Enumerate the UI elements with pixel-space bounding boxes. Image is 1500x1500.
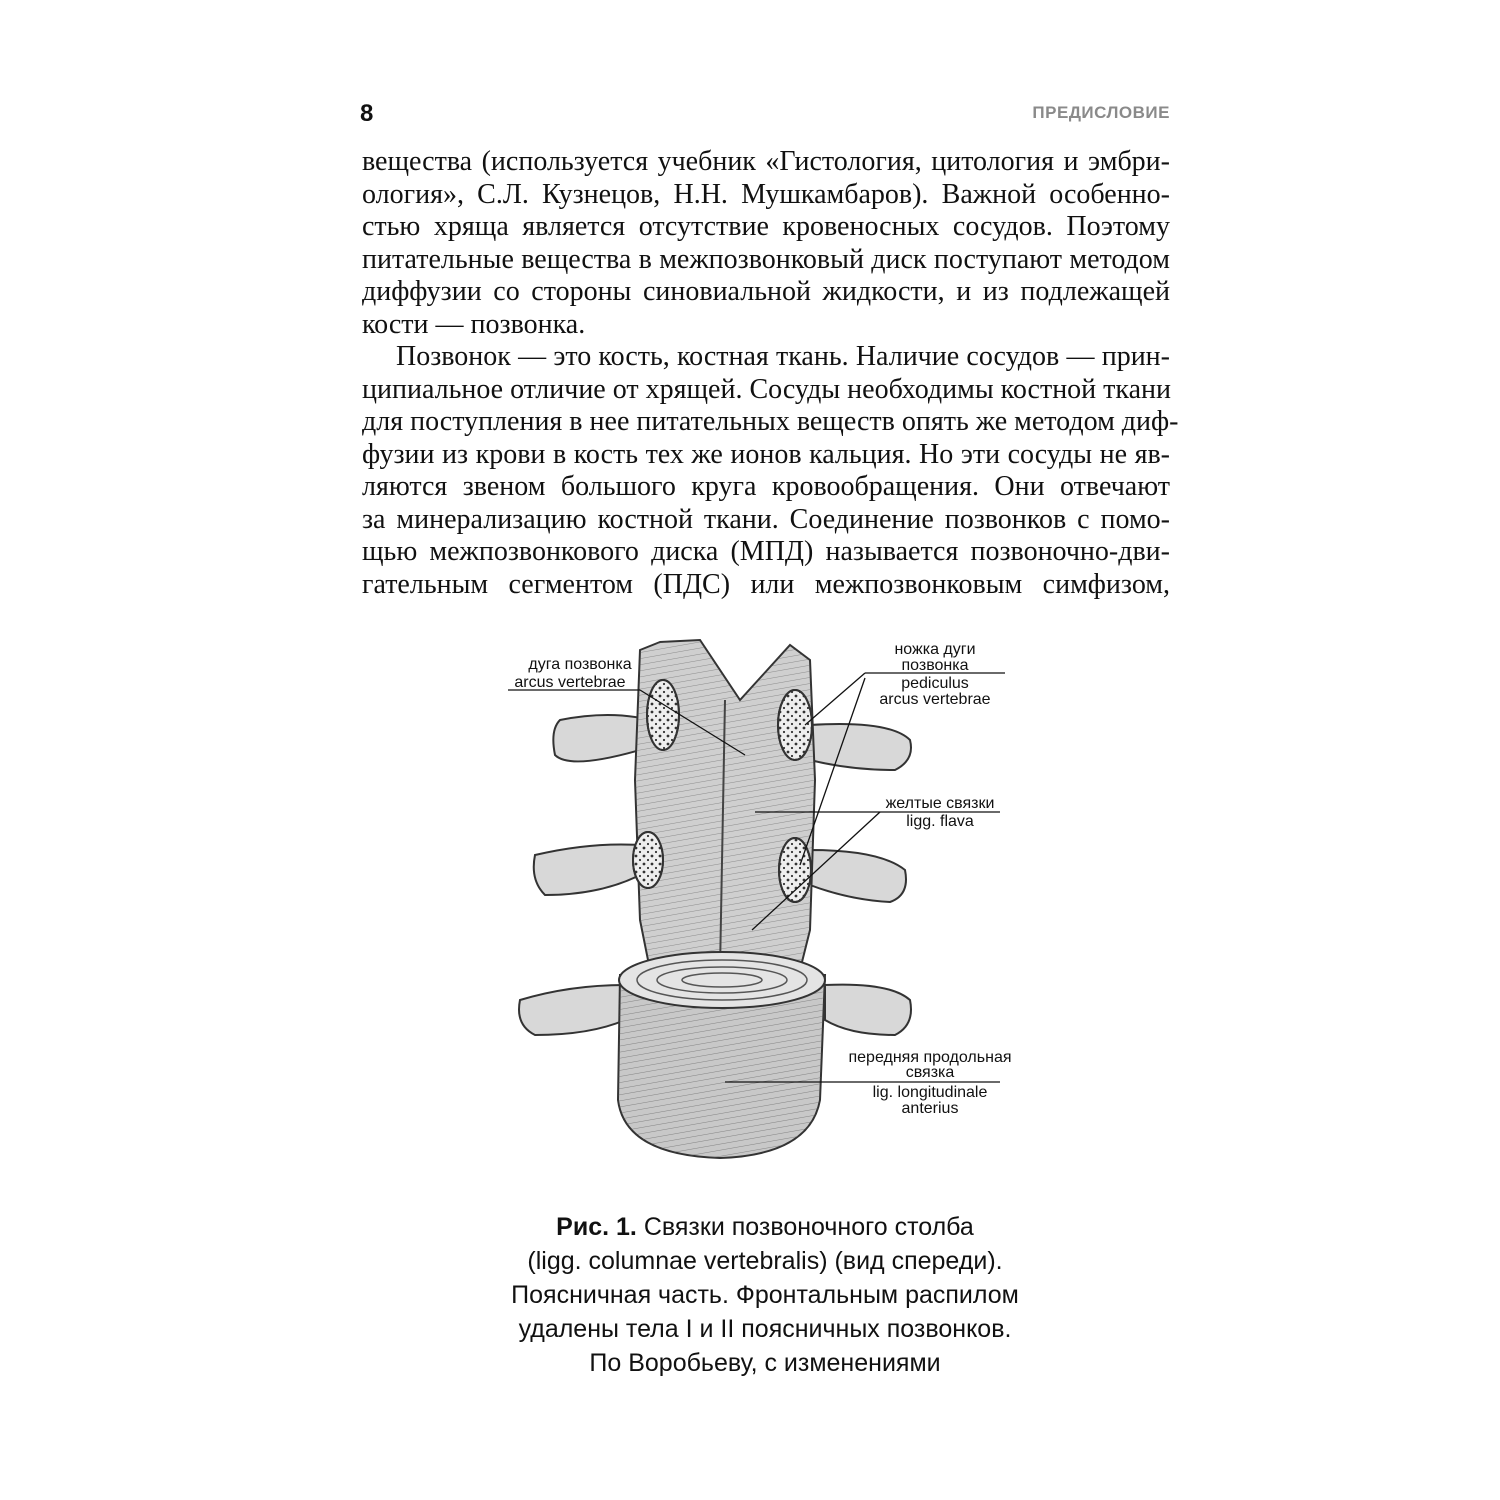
label-arcus-ru: дуга позвонка [528,656,632,673]
label-longit-ru-1: передняя продольная [848,1049,1012,1066]
text-line: фузии из крови в кость тех же ионов кальция. Но эти сосуды не яв- [362,438,1170,470]
text-line: гательным сегментом (ПДС) или межпозвонковым симфизом, [362,568,1170,600]
page-number: 8 [360,100,374,127]
text-line: за минерализацию костной ткани. Соединение позвонков с помо- [362,503,1170,535]
label-pedicle-lat-1: pediculus [901,675,969,692]
text-line: стью хряща является отсутствие кровеносных сосудов. Поэтому [362,211,1170,242]
text-line: для поступления в нее питательных веществ опять же методом диф- [362,406,1179,437]
caption-line-5: По Воробьеву, с изменениями [589,1349,941,1377]
caption-line-3: Поясничная часть. Фронтальным распилом [511,1281,1019,1309]
label-longit-lat-1: lig. longitudinale [872,1084,988,1101]
label-pedicle-ru-1: ножка дуги [894,641,976,658]
text-line: ология», С.Л. Кузнецов, Н.Н. Мушкамбаров). Важной особенно- [362,178,1170,210]
text-line: ципиальное отличие от хрящей. Сосуды необходимы костной ткани [362,373,1171,405]
text-line: вещества (используется учебник «Гистология, цитология и эмбри- [362,146,1170,177]
label-pedicle-lat-2: arcus vertebrae [879,691,991,708]
figure [490,630,1030,1180]
figure-caption [360,1210,1170,1380]
text-line: ляются звеном большого круга кровообращения. Они отвечают [362,471,1170,502]
caption-line-1: Связки позвоночного столба [636,1213,974,1241]
text-line: диффузии со стороны синовиальной жидкости, и из подлежащей [362,276,1170,307]
body-text [362,146,1179,601]
caption-label: Рис. 1. [556,1213,637,1241]
label-flava-lat: ligg. flava [906,813,974,830]
caption-line-2: (ligg. columnae vertebralis) (вид спереди). [527,1247,1003,1275]
text-line: кости — позвонка. [362,308,586,340]
caption-line-4: удалены тела I и II поясничных позвонков. [518,1315,1012,1343]
text-line: Позвонок — это кость, костная ткань. Наличие сосудов — прин- [396,341,1170,372]
label-longit-ru-2: связка [905,1064,955,1081]
text-line: щью межпозвонкового диска (МПД) называется позвоночно-дви- [362,536,1170,567]
label-arcus-lat: arcus vertebrae [514,674,626,691]
label-longit-lat-2: anterius [901,1100,959,1117]
label-pedicle-ru-2: позвонка [901,657,969,674]
running-head: ПРЕДИСЛОВИЕ [1032,103,1170,122]
label-flava-ru: желтые связки [885,795,995,812]
text-line: питательные вещества в межпозвонковый диск поступают методом [362,243,1170,275]
vertebral-body [618,952,825,1158]
